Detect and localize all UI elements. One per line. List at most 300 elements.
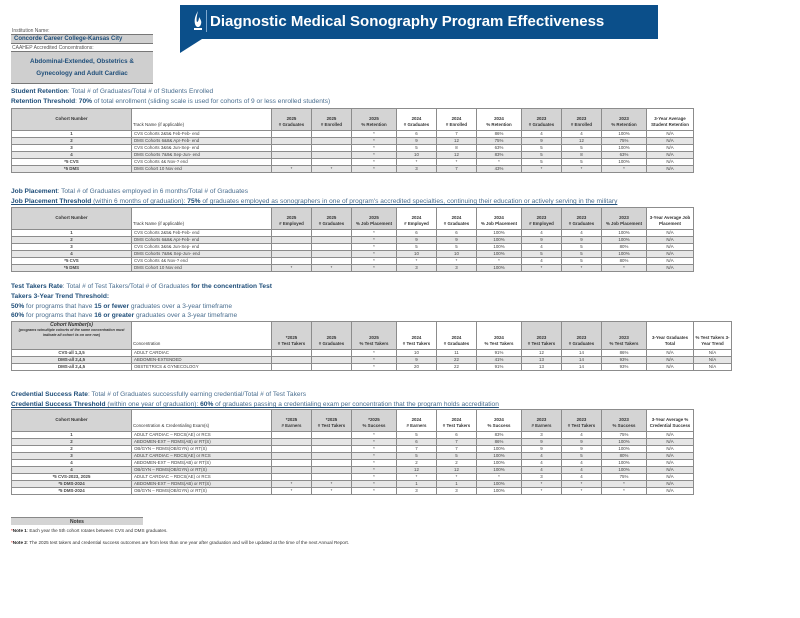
table-cell: 5 — [562, 244, 602, 251]
table-cell — [272, 230, 312, 237]
table-cell: 9 — [522, 439, 562, 446]
test-takers-line4-b: graduates over a 3-year timeframe — [134, 312, 238, 319]
table-cell: * — [352, 474, 397, 481]
table-cell: 1 — [12, 131, 132, 138]
table-cell: * — [522, 488, 562, 495]
table-cell: * — [437, 474, 477, 481]
table-cell: 100% — [602, 159, 647, 166]
table-cell: * — [352, 481, 397, 488]
column-header: 2023 # Graduates — [522, 109, 562, 131]
table-cell: * — [602, 488, 647, 495]
table-cell: * — [397, 258, 437, 265]
table-cell: 75% — [602, 432, 647, 439]
table-cell: 91% — [477, 364, 522, 371]
test-takers-heading-bold2: for the concentration Test — [191, 283, 272, 290]
column-header: Track Name (if applicable) — [132, 208, 272, 230]
table-cell: * — [352, 258, 397, 265]
table-cell: 1 — [12, 432, 132, 439]
table-cell: DMS Cohort 10 Nov end — [132, 265, 272, 272]
table-cell: N/A — [647, 488, 694, 495]
table-cell: * — [352, 159, 397, 166]
test-takers-heading-text: : Total # of Test Takers/Total # of Graduates — [62, 283, 192, 290]
table-cell — [272, 453, 312, 460]
table-cell: *5 DMS-2024 — [12, 481, 132, 488]
table-row — [12, 432, 694, 439]
table-cell: 13 — [522, 357, 562, 364]
concentrations-line-2: Gynecology and Adult Cardiac — [36, 70, 128, 77]
title-banner — [180, 5, 658, 39]
table-cell: 2 — [12, 138, 132, 145]
table-cell: 12 — [397, 467, 437, 474]
table-row — [12, 439, 694, 446]
table-cell: 5 — [437, 453, 477, 460]
table-cell — [312, 230, 352, 237]
table-cell: 1 — [397, 481, 437, 488]
table-cell: 5 — [397, 145, 437, 152]
table-cell: 3 — [437, 265, 477, 272]
table-cell: * — [272, 481, 312, 488]
flame-logo-icon — [193, 10, 203, 32]
table-row — [12, 159, 694, 166]
table-cell: 100% — [477, 244, 522, 251]
table-cell — [272, 145, 312, 152]
table-row — [12, 350, 732, 357]
table-cell: 100% — [602, 230, 647, 237]
table-cell: 14 — [562, 364, 602, 371]
table-cell: 1 — [437, 481, 477, 488]
table-cell: * — [522, 166, 562, 173]
table-cell — [312, 439, 352, 446]
table-cell — [272, 237, 312, 244]
retention-threshold-bold: Retention Threshold — [11, 98, 76, 105]
table-cell — [312, 138, 352, 145]
table-cell: 4 — [522, 453, 562, 460]
table-cell — [312, 145, 352, 152]
table-row — [12, 446, 694, 453]
table-cell: N/A — [647, 138, 694, 145]
table-cell: 100% — [602, 251, 647, 258]
table-cell — [272, 467, 312, 474]
table-cell: OBSTETRICS & GYNECOLOGY — [132, 364, 272, 371]
note-2-label: Note 2 — [12, 540, 27, 545]
table-cell — [312, 237, 352, 244]
table-cell: N/A — [647, 439, 694, 446]
banner-separator — [206, 10, 207, 32]
table-cell: 100% — [477, 251, 522, 258]
test-takers-heading-bold: Test Takers Rate — [11, 283, 63, 290]
table-cell: 4 — [12, 152, 132, 159]
table-cell: N/A — [647, 453, 694, 460]
table-cell — [312, 453, 352, 460]
column-header: 2023 % Retention — [602, 109, 647, 131]
table-cell: 7 — [437, 439, 477, 446]
table-cell: 4 — [522, 230, 562, 237]
table-cell — [272, 439, 312, 446]
table-row — [12, 131, 694, 138]
institution-label: Institution Name: — [11, 27, 153, 35]
table-cell: *5 DMS — [12, 166, 132, 173]
table-row — [12, 453, 694, 460]
column-header: 2024 % Job Placement — [477, 208, 522, 230]
table-row — [12, 364, 732, 371]
page-title: Diagnostic Medical Sonography Program Effectiveness — [210, 13, 605, 30]
column-header: 2025 % Retention — [352, 109, 397, 131]
table-cell: 6 — [397, 131, 437, 138]
table-cell: 9 — [397, 138, 437, 145]
column-header: *2025 % Success — [352, 410, 397, 432]
column-header: Concentration — [132, 322, 272, 350]
table-cell: CVS Cohorts 3&6& Jun-Sep- end — [132, 244, 272, 251]
table-cell: 20 — [397, 364, 437, 371]
table-cell: 1 — [12, 230, 132, 237]
table-cell: 3 — [397, 488, 437, 495]
test-takers-line4-bold: 16 or greater — [94, 312, 135, 319]
table-cell — [312, 460, 352, 467]
table-cell: 4 — [12, 251, 132, 258]
table-cell: N/A — [647, 432, 694, 439]
retention-heading-bold: Student Retention — [11, 88, 68, 95]
note-1-asterisk: * — [11, 528, 13, 533]
table-cell — [272, 350, 312, 357]
table-cell: * — [352, 364, 397, 371]
banner-ribbon-tail — [180, 39, 202, 53]
placement-threshold-pct: 75% — [187, 198, 201, 205]
test-takers-rule-2 — [11, 312, 237, 319]
table-cell: 100% — [477, 467, 522, 474]
placement-heading — [11, 188, 248, 195]
table-cell: N/A — [647, 474, 694, 481]
table-cell: CVS Cohorts 3&6& Jun-Sep- end — [132, 145, 272, 152]
table-cell: 10 — [397, 152, 437, 159]
table-cell — [272, 474, 312, 481]
column-header: 2024 % Test Takers — [477, 322, 522, 350]
table-cell: * — [352, 488, 397, 495]
table-cell — [272, 159, 312, 166]
table-cell — [272, 251, 312, 258]
test-takers-line3-b: graduates over a 3-year timeframe — [129, 303, 233, 310]
table-cell: DMS Cohort 10 Nov end — [132, 166, 272, 173]
table-cell: 83% — [477, 152, 522, 159]
table-cell: 6 — [437, 230, 477, 237]
test-takers-table — [11, 321, 732, 371]
table-cell: N/A — [647, 460, 694, 467]
table-cell: CVS Cohorts 4& Nov-? end — [132, 159, 272, 166]
table-header-row — [12, 208, 694, 230]
table-cell: OB/GYN – RDMS(OB/GYN) or RT(S) — [132, 467, 272, 474]
column-header: 2024 # Earners — [397, 410, 437, 432]
table-cell — [272, 446, 312, 453]
table-cell: 9 — [522, 446, 562, 453]
table-cell: N/A — [647, 350, 694, 357]
table-cell: 3 — [12, 244, 132, 251]
table-cell — [272, 131, 312, 138]
table-cell: 100% — [602, 446, 647, 453]
table-cell: 13 — [522, 364, 562, 371]
table-cell: 9 — [562, 439, 602, 446]
credential-threshold — [11, 401, 499, 408]
table-cell — [312, 474, 352, 481]
table-cell: 100% — [477, 446, 522, 453]
table-cell: 4 — [522, 131, 562, 138]
table-cell: 86% — [477, 131, 522, 138]
table-cell: ABDOMEN-EXT – RDMS(AB) or RT(S) — [132, 481, 272, 488]
table-row — [12, 474, 694, 481]
institution-block — [11, 27, 153, 84]
column-header: 2024 # Graduates — [437, 322, 477, 350]
table-cell: 63% — [602, 152, 647, 159]
table-cell: 5 — [562, 145, 602, 152]
table-cell: 12 — [437, 152, 477, 159]
table-cell: 9 — [397, 237, 437, 244]
table-cell: 100% — [602, 237, 647, 244]
table-cell — [272, 364, 312, 371]
table-row — [12, 244, 694, 251]
table-cell: ADULT CARDIAC – RDCS(AE) or RCS — [132, 453, 272, 460]
test-takers-line3-a: for programs that have — [24, 303, 95, 310]
table-cell: N/A — [647, 481, 694, 488]
table-cell: 5 — [522, 159, 562, 166]
table-cell: * — [272, 265, 312, 272]
table-cell: 100% — [602, 131, 647, 138]
table-cell: 2 — [397, 460, 437, 467]
table-cell: 2 — [12, 237, 132, 244]
column-header: 2025 # Graduates — [312, 208, 352, 230]
column-header: Concentration & Credentialing Exam(s) — [132, 410, 272, 432]
table-cell: 100% — [602, 460, 647, 467]
table-cell: 3 — [522, 474, 562, 481]
table-cell — [312, 364, 352, 371]
table-cell: 5 — [397, 453, 437, 460]
table-cell: N/A — [647, 265, 694, 272]
cohort-header-subtitle: (programs w/multiple cohorts of the same concentration must indicate all cohort #s on one row) — [18, 328, 125, 337]
table-cell: * — [562, 481, 602, 488]
note-1 — [11, 528, 168, 533]
table-cell: N/A — [694, 350, 732, 357]
concentrations-value — [11, 52, 153, 84]
table-cell: 6 — [397, 439, 437, 446]
table-cell: 8 — [437, 145, 477, 152]
table-cell: 5 — [562, 251, 602, 258]
table-cell — [272, 357, 312, 364]
retention-threshold — [11, 98, 330, 105]
column-header: 2023 # Graduates — [562, 208, 602, 230]
table-cell: N/A — [647, 152, 694, 159]
table-cell: 100% — [477, 481, 522, 488]
column-header: 2024 # Enrolled — [437, 109, 477, 131]
table-cell: 3 — [522, 432, 562, 439]
column-header: 2024 # Employed — [397, 208, 437, 230]
table-row — [12, 166, 694, 173]
table-cell: * — [352, 152, 397, 159]
table-cell: 41% — [477, 357, 522, 364]
retention-heading — [11, 88, 213, 95]
table-cell: 10 — [397, 251, 437, 258]
table-cell: 86% — [602, 350, 647, 357]
note-1-label: Note 1 — [12, 528, 27, 533]
column-header: 2023 % Job Placement — [602, 208, 647, 230]
table-cell: 4 — [522, 460, 562, 467]
table-cell: * — [352, 439, 397, 446]
table-cell: 3 — [397, 166, 437, 173]
table-cell: N/A — [647, 237, 694, 244]
table-cell: 5 — [397, 432, 437, 439]
table-cell: N/A — [694, 357, 732, 364]
placement-threshold-text: of graduates employed as sonographers in one of program's accredited specialties, continuing their education or actively serving in the military — [200, 198, 618, 205]
column-header: *2025 # Test Takers — [272, 322, 312, 350]
column-header: 2024 % Retention — [477, 109, 522, 131]
table-cell: 7 — [437, 166, 477, 173]
table-cell: OB/GYN – RDMS(OB/GYN) or RT(S) — [132, 446, 272, 453]
placement-threshold-bold: Job Placement Threshold — [11, 198, 92, 205]
column-header: Track Name (if applicable) — [132, 109, 272, 131]
test-takers-threshold-title — [11, 293, 109, 300]
table-cell: 4 — [562, 432, 602, 439]
table-cell: 4 — [522, 258, 562, 265]
table-cell: 14 — [562, 357, 602, 364]
table-cell — [312, 432, 352, 439]
table-cell: 4 — [562, 131, 602, 138]
column-header: Cohort Number — [12, 208, 132, 230]
table-cell: OB/GYN – RDMS(OB/GYN) or RT(S) — [132, 488, 272, 495]
column-header: 2024 # Graduates — [397, 109, 437, 131]
table-cell — [312, 251, 352, 258]
column-header: 2023 # Enrolled — [562, 109, 602, 131]
table-cell: 10 — [437, 251, 477, 258]
table-cell: * — [522, 265, 562, 272]
table-cell: * — [477, 258, 522, 265]
table-cell: 4 — [522, 467, 562, 474]
column-header: 2023 % Success — [602, 410, 647, 432]
table-cell: 4 — [562, 467, 602, 474]
placement-table — [11, 207, 694, 272]
table-cell: *5 DMS — [12, 265, 132, 272]
table-cell: 80% — [602, 244, 647, 251]
table-cell: 4 — [522, 244, 562, 251]
table-cell — [312, 131, 352, 138]
table-cell — [312, 152, 352, 159]
table-cell — [272, 432, 312, 439]
table-cell: 3 — [12, 145, 132, 152]
table-cell: 9 — [437, 237, 477, 244]
credential-table — [11, 409, 694, 495]
table-cell: * — [352, 357, 397, 364]
table-cell: 6 — [397, 230, 437, 237]
table-cell: DMS Cohorts 7&9& Sep-Jun- end — [132, 251, 272, 258]
table-cell: N/A — [647, 251, 694, 258]
column-header: 3-Year Graduates Total — [647, 322, 694, 350]
table-cell — [272, 460, 312, 467]
table-row — [12, 460, 694, 467]
test-takers-line4-a: for programs that have — [24, 312, 95, 319]
table-cell: 63% — [477, 145, 522, 152]
table-cell: 80% — [602, 453, 647, 460]
column-header: *2025 # Test Takers — [312, 410, 352, 432]
table-cell: 6 — [437, 432, 477, 439]
placement-threshold-pre: (within 6 months of graduation): — [91, 198, 188, 205]
table-cell: 4 — [562, 460, 602, 467]
table-cell: * — [437, 159, 477, 166]
table-cell: * — [352, 453, 397, 460]
table-cell: 3 — [397, 265, 437, 272]
table-cell: N/A — [647, 258, 694, 265]
table-cell: * — [352, 244, 397, 251]
table-header-row — [12, 109, 694, 131]
table-cell: 2 — [12, 446, 132, 453]
table-cell: * — [522, 481, 562, 488]
table-cell: DMS Cohorts 7&9& Sep-Jun- end — [132, 152, 272, 159]
column-header: 2023 # Test Takers — [562, 410, 602, 432]
concentrations-line-1: Abdominal-Extended, Obstetrics & — [30, 58, 134, 65]
concentrations-label: CAAHEP Accredited Concentrations: — [11, 44, 153, 52]
table-cell: *5 CVS-2023, 2025 — [12, 474, 132, 481]
test-takers-line2: Takers 3-Year Trend Threshold: — [11, 293, 110, 300]
table-cell: * — [352, 432, 397, 439]
table-cell: * — [352, 251, 397, 258]
column-header: 2023 # Employed — [522, 208, 562, 230]
note-2-asterisk: * — [11, 540, 13, 545]
table-cell: 3 — [12, 453, 132, 460]
credential-threshold-pct: 60% — [200, 401, 214, 408]
test-takers-rule-1 — [11, 303, 232, 310]
column-header: 2024 # Test Takers — [437, 410, 477, 432]
table-cell: 80% — [602, 258, 647, 265]
table-cell: 7 — [437, 446, 477, 453]
table-cell: 86% — [477, 439, 522, 446]
table-cell: 93% — [602, 364, 647, 371]
table-cell: * — [352, 138, 397, 145]
table-cell: 9 — [562, 237, 602, 244]
table-cell: 2 — [12, 439, 132, 446]
table-cell: 9 — [397, 357, 437, 364]
table-cell: *5 DMS-2024 — [12, 488, 132, 495]
table-cell: 10 — [397, 350, 437, 357]
table-cell: ABDOMEN-EXT – RDMS(AB) or RT(S) — [132, 460, 272, 467]
table-cell: N/A — [647, 357, 694, 364]
table-cell: *5 CVS — [12, 159, 132, 166]
table-cell: * — [312, 488, 352, 495]
table-cell: * — [562, 265, 602, 272]
table-cell: 12 — [522, 350, 562, 357]
table-row — [12, 357, 732, 364]
table-cell — [272, 138, 312, 145]
table-cell: 7 — [397, 446, 437, 453]
table-cell: 100% — [602, 467, 647, 474]
column-header: *2025 # Earners — [272, 410, 312, 432]
table-cell: 91% — [477, 350, 522, 357]
table-cell: 22 — [437, 364, 477, 371]
column-header: 2024 # Graduates — [437, 208, 477, 230]
column-header: 2024 % Success — [477, 410, 522, 432]
credential-heading-bold: Credential Success Rate — [11, 391, 88, 398]
table-cell: 5 — [522, 251, 562, 258]
table-cell: N/A — [647, 166, 694, 173]
table-cell: 100% — [477, 237, 522, 244]
table-cell: 14 — [562, 350, 602, 357]
table-cell: 9 — [522, 237, 562, 244]
table-cell: ADULT CARDIAC – RDCS(AE) or RCS — [132, 432, 272, 439]
test-takers-heading — [11, 283, 272, 290]
table-cell: * — [602, 481, 647, 488]
table-cell — [312, 159, 352, 166]
table-cell: 100% — [602, 145, 647, 152]
table-cell: * — [352, 145, 397, 152]
column-header: 2025 % Job Placement — [352, 208, 397, 230]
table-cell: * — [352, 166, 397, 173]
table-cell — [272, 258, 312, 265]
credential-threshold-bold: Credential Success Threshold — [11, 401, 106, 408]
credential-heading — [11, 391, 306, 398]
column-header: 3-Year Average Student Retention — [647, 109, 694, 131]
